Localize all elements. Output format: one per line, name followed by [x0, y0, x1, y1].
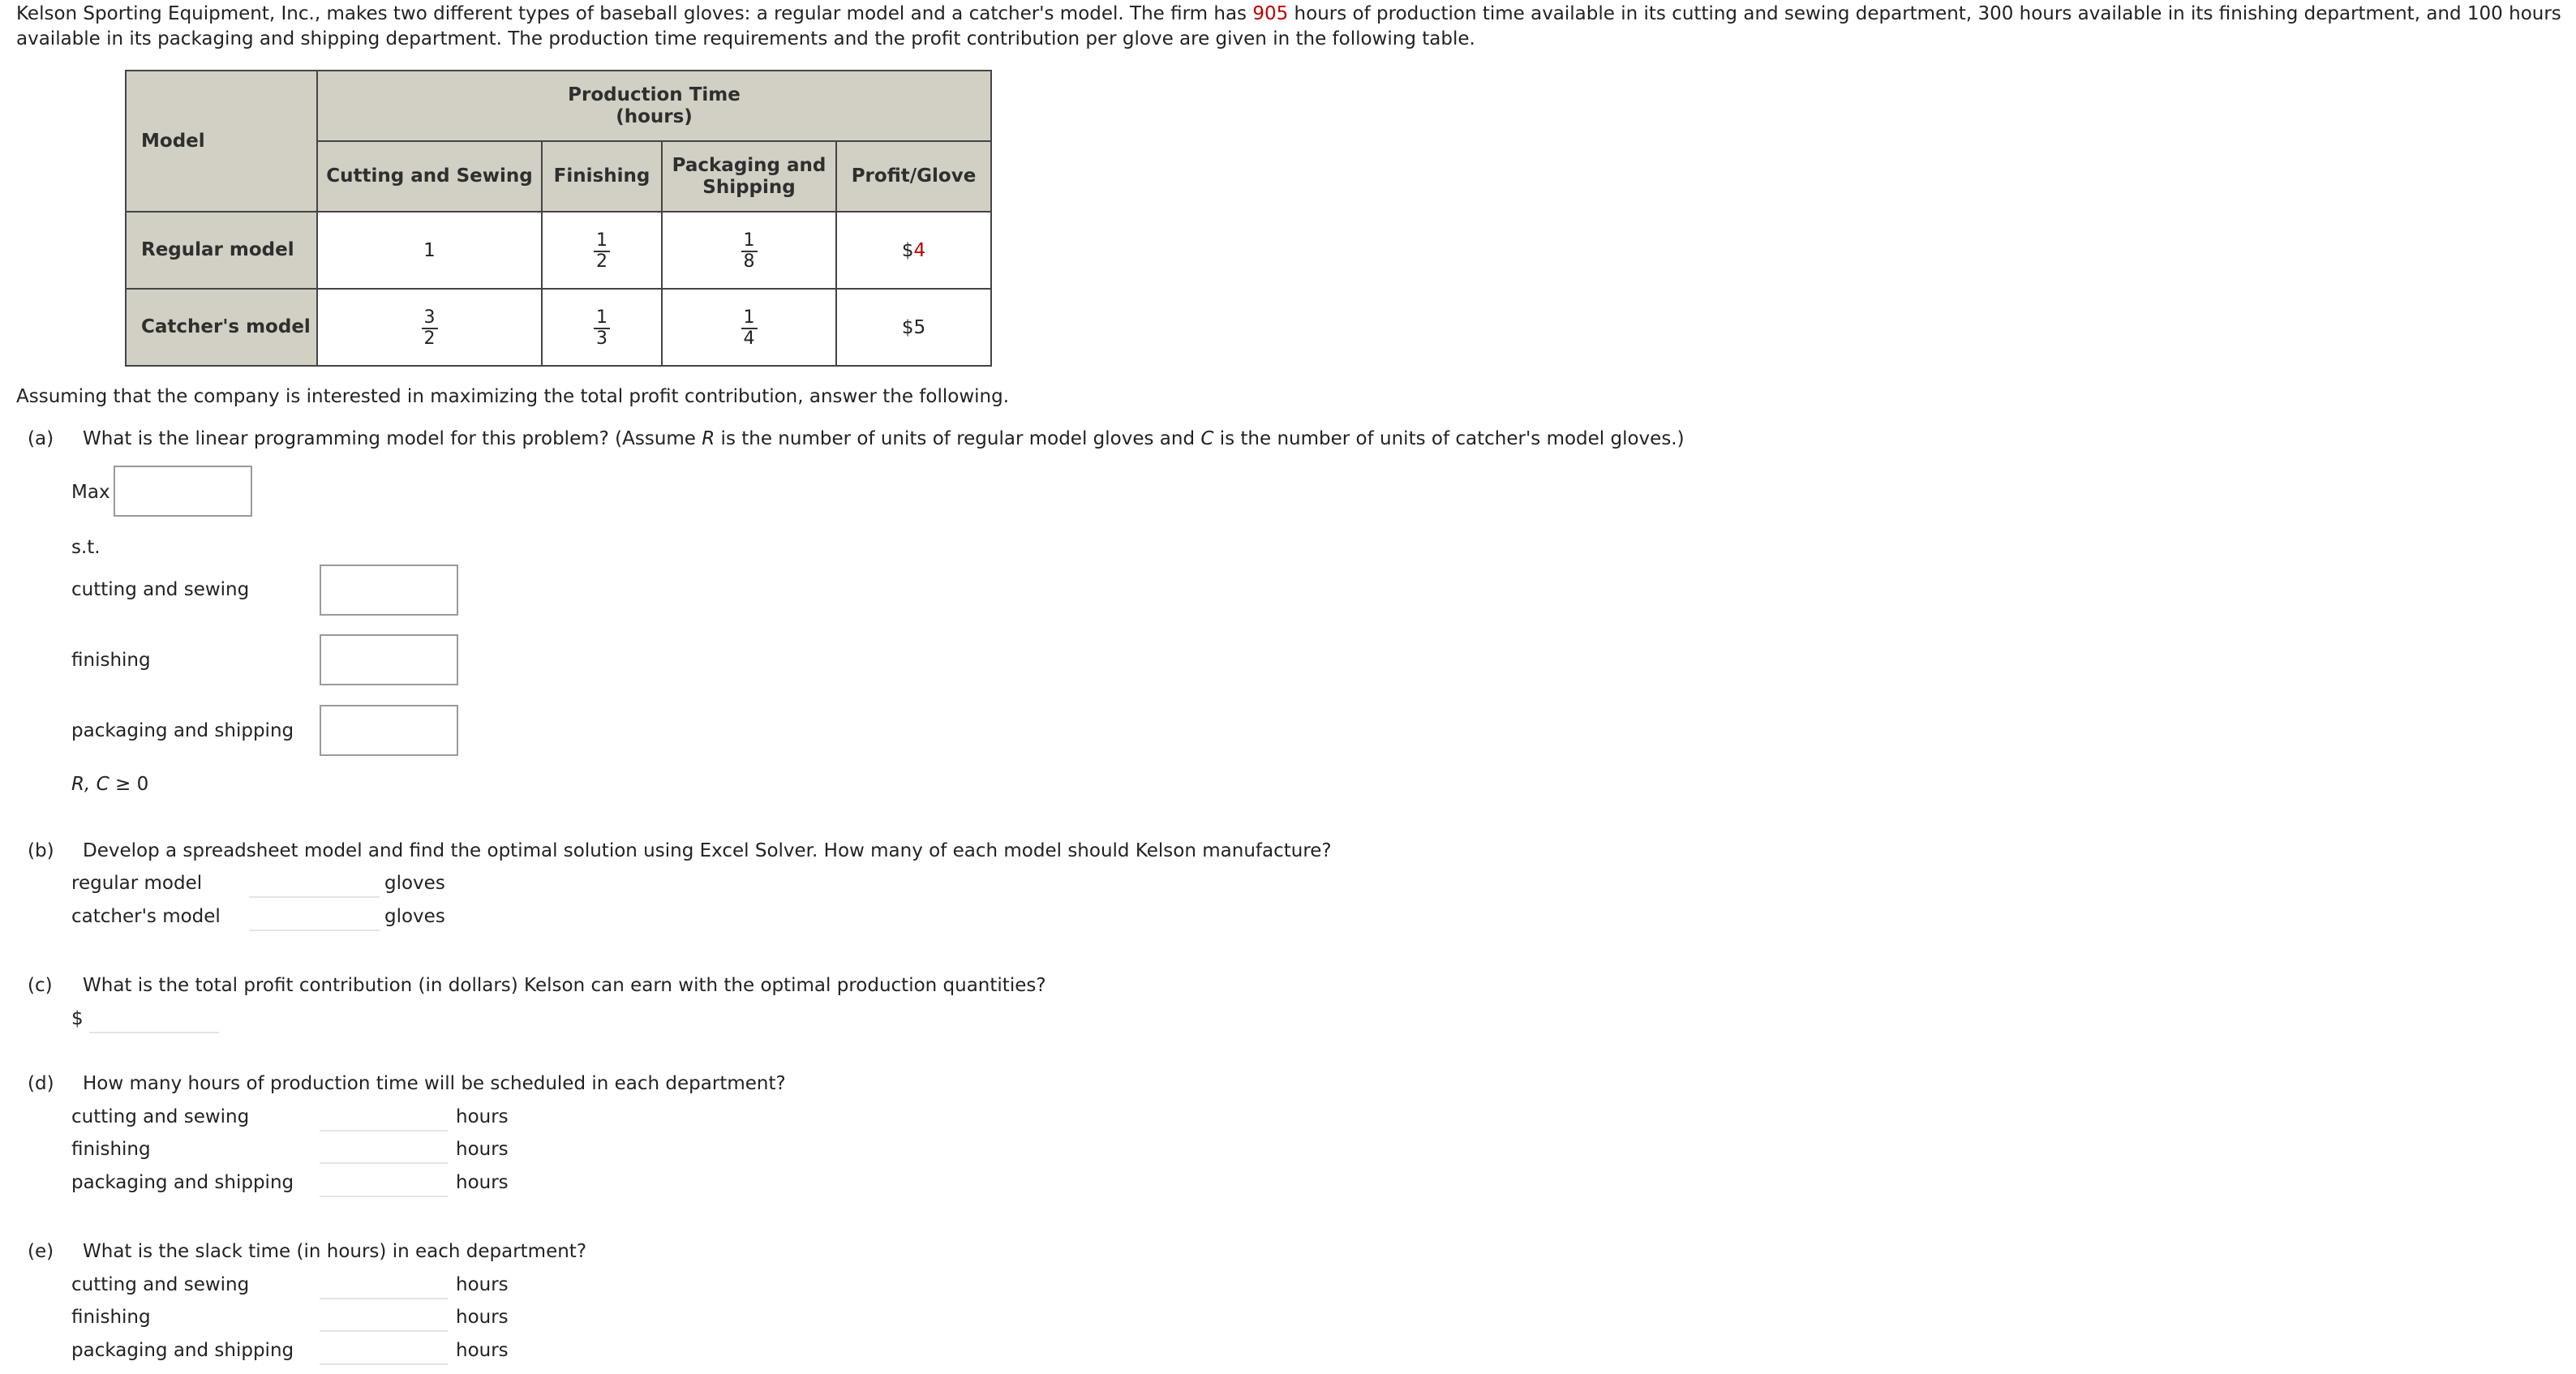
- slack-finishing-input[interactable]: [320, 1303, 448, 1332]
- scheduled-finishing-input[interactable]: [320, 1135, 448, 1164]
- scheduled-packaging-label: packaging and shipping: [71, 1172, 294, 1193]
- total-profit-input[interactable]: [89, 1004, 219, 1033]
- catcher-profit: $5: [836, 289, 991, 366]
- hours-unit: hours: [456, 1172, 509, 1193]
- row-label-catcher: Catcher's model: [126, 289, 317, 366]
- profit-per-glove-header: Profit/Glove: [836, 141, 991, 212]
- scheduled-packaging-input[interactable]: [320, 1168, 448, 1197]
- table-row: [126, 289, 991, 366]
- constraint-finishing-input[interactable]: [320, 634, 458, 685]
- packaging-shipping-header: Packaging and Shipping: [662, 141, 836, 212]
- regular-finishing-time: $\frac{1}{2}$: [542, 212, 662, 289]
- table-row: [126, 212, 991, 289]
- regular-model-quantity-input[interactable]: [249, 869, 380, 898]
- hours-unit: hours: [456, 1274, 509, 1295]
- hours-unit: hours: [456, 1106, 509, 1127]
- gloves-unit: gloves: [384, 873, 445, 894]
- assumption-text: Assuming that the company is interested in maximizing the total profit contribution, answer the following.: [16, 386, 1010, 407]
- catcher-packaging-time: $\frac{1}{4}$: [662, 289, 836, 366]
- question-b: (b) Develop a spreadsheet model and find the optimal solution using Excel Solver. How many of each model should Kelson manufacture?: [28, 840, 1332, 861]
- model-header: Model: [126, 71, 317, 212]
- slack-cutting-input[interactable]: [320, 1270, 448, 1299]
- regular-profit: $4: [836, 212, 991, 289]
- scheduled-finishing-label: finishing: [71, 1139, 151, 1160]
- nonnegativity-constraint: R, C ≥ 0: [71, 774, 149, 795]
- objective-function-input[interactable]: [114, 466, 252, 517]
- regular-model-label: regular model: [71, 873, 203, 894]
- question-a: (a) What is the linear programming model for this problem? (Assume R is the number of units of regular model gloves and C is the number of units of catcher's model gloves.): [28, 428, 1685, 449]
- subject-to-label: s.t.: [71, 537, 101, 558]
- constraint-packaging-label: packaging and shipping: [71, 720, 294, 741]
- finishing-header: Finishing: [542, 141, 662, 212]
- catcher-model-label: catcher's model: [71, 906, 221, 927]
- catcher-finishing-time: $\frac{1}{3}$: [542, 289, 662, 366]
- production-time-table: [125, 70, 992, 367]
- constraint-cutting-input[interactable]: [320, 565, 458, 616]
- question-d: (d) How many hours of production time will be scheduled in each department?: [28, 1073, 786, 1094]
- slack-packaging-input[interactable]: [320, 1336, 448, 1365]
- question-e: (e) What is the slack time (in hours) in each department?: [28, 1241, 587, 1262]
- hours-unit: hours: [456, 1340, 509, 1361]
- gloves-unit: gloves: [384, 906, 445, 927]
- scheduled-cutting-label: cutting and sewing: [71, 1106, 250, 1127]
- question-c: (c) What is the total profit contribution (in dollars) Kelson can earn with the optimal production quantities?: [28, 975, 1046, 996]
- scheduled-cutting-input[interactable]: [320, 1102, 448, 1131]
- slack-cutting-label: cutting and sewing: [71, 1274, 250, 1295]
- slack-packaging-label: packaging and shipping: [71, 1340, 294, 1361]
- slack-finishing-label: finishing: [71, 1307, 151, 1328]
- hours-unit: hours: [456, 1307, 509, 1328]
- production-time-header: Production Time (hours): [317, 71, 991, 141]
- constraint-cutting-label: cutting and sewing: [71, 579, 250, 600]
- regular-cutting-time: 1: [317, 212, 542, 289]
- constraint-finishing-label: finishing: [71, 650, 151, 671]
- max-label: Max: [71, 482, 110, 503]
- regular-packaging-time: $\frac{1}{8}$: [662, 212, 836, 289]
- hours-unit: hours: [456, 1139, 509, 1160]
- cutting-sewing-header: Cutting and Sewing: [317, 141, 542, 212]
- row-label-regular: Regular model: [126, 212, 317, 289]
- catcher-cutting-time: $\frac{3}{2}$: [317, 289, 542, 366]
- constraint-packaging-input[interactable]: [320, 705, 458, 756]
- problem-intro: Kelson Sporting Equipment, Inc., makes two different types of baseball gloves: a regular model and a catcher's model. The firm has 905 hours of production time available in its cutting and sewing department, 300 hours available in its finishing department, and 100 hours available in its packaging and shipping department. The production time requirements and the profit contribution per glove are given in the following table.: [16, 3, 2561, 49]
- catcher-model-quantity-input[interactable]: [249, 902, 380, 931]
- hours-highlight: 905: [1252, 3, 1289, 24]
- dollar-sign: $: [71, 1008, 84, 1029]
